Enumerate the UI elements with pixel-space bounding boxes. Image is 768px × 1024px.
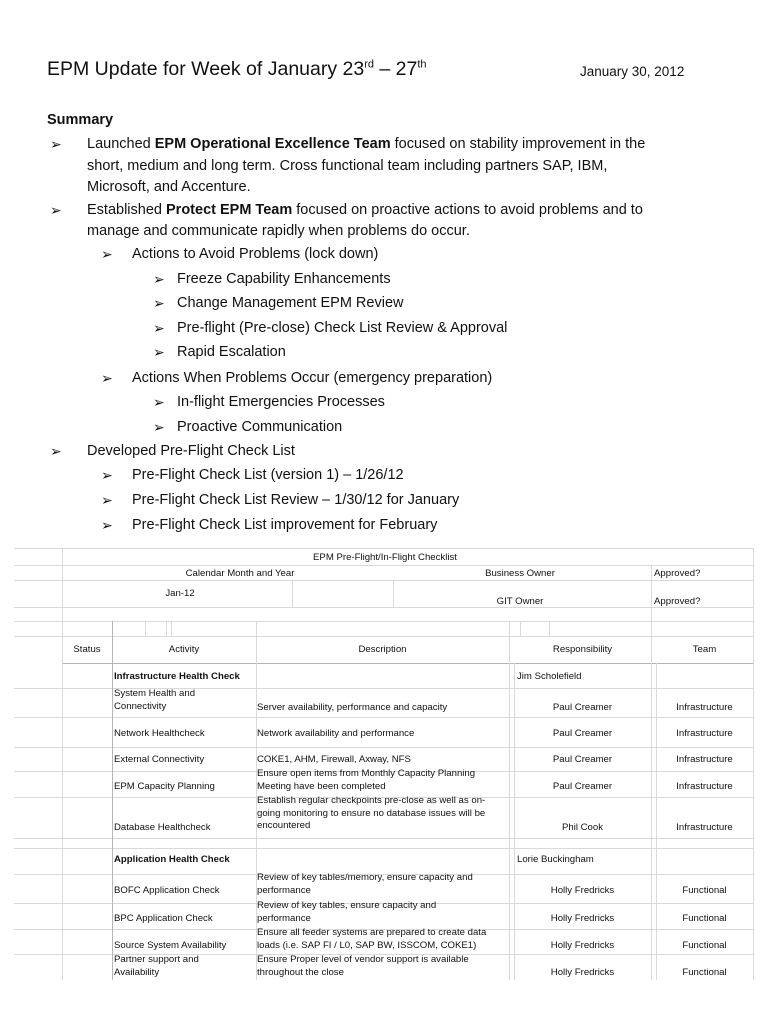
arrow-bullet-icon: ➢ bbox=[153, 295, 165, 311]
arrow-bullet-icon: ➢ bbox=[153, 419, 165, 435]
row-responsibility: Holly Fredricks bbox=[550, 913, 615, 924]
row-description: Review of key tables/memory, ensure capacity and performance bbox=[257, 872, 473, 896]
arrow-bullet-icon: ➢ bbox=[50, 136, 62, 152]
row-team: Infrastructure bbox=[676, 702, 733, 713]
bullet-text: Established bbox=[87, 202, 166, 218]
summary-heading: Summary bbox=[47, 112, 114, 128]
bullet-bold-text: Protect EPM Team bbox=[166, 202, 293, 218]
arrow-bullet-icon: ➢ bbox=[101, 370, 113, 386]
bullet-line: manage and communicate rapidly when problems do occur. bbox=[87, 223, 470, 239]
col-responsibility-header: Responsibility bbox=[552, 644, 613, 655]
bullet-launched bbox=[87, 135, 645, 153]
bullet-bold-text: EPM Operational Excellence Team bbox=[154, 136, 391, 152]
avoid-heading: Actions to Avoid Problems (lock down) bbox=[132, 246, 379, 262]
bullet-text: Launched bbox=[87, 136, 155, 152]
row-activity: BPC Application Check bbox=[114, 913, 213, 924]
arrow-bullet-icon: ➢ bbox=[153, 271, 165, 287]
title-dash: – 27 bbox=[374, 58, 418, 80]
row-description: Ensure open items from Monthly Capacity Planning Meeting have been completed bbox=[257, 768, 476, 792]
title-superscript-th: th bbox=[417, 58, 427, 71]
row-team: Infrastructure bbox=[676, 781, 733, 792]
avoid-item: Change Management EPM Review bbox=[177, 295, 404, 311]
row-activity: BOFC Application Check bbox=[114, 885, 220, 896]
title-text: EPM Update for Week of January 23 bbox=[47, 58, 365, 80]
avoid-item: Freeze Capability Enhancements bbox=[177, 271, 391, 287]
avoid-item: Rapid Escalation bbox=[177, 344, 286, 360]
checklist-item: Pre-Flight Check List Review – 1/30/12 for January bbox=[132, 492, 460, 508]
bullet-established bbox=[87, 201, 643, 219]
col-activity-header: Activity bbox=[168, 644, 200, 655]
row-activity: Partner support and Availability bbox=[114, 954, 199, 978]
title-superscript-rd: rd bbox=[364, 58, 374, 71]
row-description: Establish regular checkpoints pre-close as well as on-going monitoring to ensure no database issues will be encountered bbox=[257, 795, 486, 831]
row-responsibility: Paul Creamer bbox=[552, 702, 613, 713]
row-team: Infrastructure bbox=[676, 728, 733, 739]
col-description-header: Description bbox=[358, 644, 407, 655]
row-team: Infrastructure bbox=[676, 822, 733, 833]
avoid-item: Pre-flight (Pre-close) Check List Review & Approval bbox=[177, 320, 508, 336]
row-responsibility: Holly Fredricks bbox=[550, 940, 615, 951]
arrow-bullet-icon: ➢ bbox=[153, 394, 165, 410]
arrow-bullet-icon: ➢ bbox=[101, 492, 113, 508]
row-team: Functional bbox=[682, 940, 727, 951]
checklist-title: EPM Pre-Flight/In-Flight Checklist bbox=[313, 552, 457, 563]
section-infrastructure: Infrastructure Health Check bbox=[114, 671, 240, 682]
occur-item: Proactive Communication bbox=[177, 419, 343, 435]
row-responsibility: Paul Creamer bbox=[552, 781, 613, 792]
calendar-value: Jan-12 bbox=[165, 588, 195, 599]
occur-item: In-flight Emergencies Processes bbox=[177, 394, 385, 410]
row-activity: System Health and Connectivity bbox=[114, 688, 196, 712]
bullet-line: short, medium and long term. Cross functional team including partners SAP, IBM, bbox=[87, 158, 608, 174]
calendar-label: Calendar Month and Year bbox=[185, 568, 295, 579]
row-responsibility: Paul Creamer bbox=[552, 728, 613, 739]
bullet-text: focused on proactive actions to avoid problems and to bbox=[292, 202, 643, 218]
row-description: Ensure Proper level of vendor support is available throughout the close bbox=[257, 954, 469, 978]
preflight-checklist-table bbox=[0, 548, 768, 980]
occur-heading: Actions When Problems Occur (emergency preparation) bbox=[132, 370, 493, 386]
row-description: Server availability, performance and capacity bbox=[257, 702, 448, 713]
row-description: COKE1, AHM, Firewall, Axway, NFS bbox=[257, 754, 411, 765]
row-responsibility: Holly Fredricks bbox=[550, 885, 615, 896]
row-description: Ensure all feeder systems are prepared to create data loads (i.e. SAP FI / L0, SAP BW, ISSCOM, COKE1) bbox=[257, 927, 487, 951]
bullet-developed: Developed Pre-Flight Check List bbox=[87, 443, 295, 459]
row-team: Functional bbox=[682, 913, 727, 924]
arrow-bullet-icon: ➢ bbox=[50, 202, 62, 218]
document-date: January 30, 2012 bbox=[580, 64, 685, 79]
checklist-item: Pre-Flight Check List improvement for February bbox=[132, 517, 438, 533]
section-application: Application Health Check bbox=[114, 854, 230, 865]
row-responsibility: Phil Cook bbox=[561, 822, 604, 833]
business-owner-label: Business Owner bbox=[485, 568, 555, 579]
section-owner: Lorie Buckingham bbox=[517, 854, 594, 865]
row-description: Review of key tables, ensure capacity and performance bbox=[257, 900, 437, 924]
row-responsibility: Holly Fredricks bbox=[550, 967, 615, 978]
arrow-bullet-icon: ➢ bbox=[153, 320, 165, 336]
arrow-bullet-icon: ➢ bbox=[101, 246, 113, 262]
page-bottom-margin bbox=[0, 980, 768, 1024]
git-owner-label: GIT Owner bbox=[496, 596, 544, 607]
row-activity: Database Healthcheck bbox=[114, 822, 211, 833]
col-team-header: Team bbox=[692, 644, 717, 655]
row-description: Network availability and performance bbox=[257, 728, 415, 739]
approved-label: Approved? bbox=[654, 568, 701, 579]
bullet-line: Microsoft, and Accenture. bbox=[87, 179, 251, 195]
row-activity: Source System Availability bbox=[114, 940, 227, 951]
approved-label: Approved? bbox=[654, 596, 701, 607]
row-activity: External Connectivity bbox=[114, 754, 205, 765]
arrow-bullet-icon: ➢ bbox=[50, 443, 62, 459]
row-activity: Network Healthcheck bbox=[114, 728, 205, 739]
row-responsibility: Paul Creamer bbox=[552, 754, 613, 765]
bullet-text: focused on stability improvement in the bbox=[390, 136, 646, 152]
document-title bbox=[47, 58, 427, 81]
arrow-bullet-icon: ➢ bbox=[153, 344, 165, 360]
row-team: Functional bbox=[682, 885, 727, 896]
col-status-header: Status bbox=[73, 644, 101, 655]
checklist-item: Pre-Flight Check List (version 1) – 1/26/12 bbox=[132, 467, 404, 483]
row-activity: EPM Capacity Planning bbox=[114, 781, 215, 792]
arrow-bullet-icon: ➢ bbox=[101, 517, 113, 533]
row-team: Functional bbox=[682, 967, 727, 978]
arrow-bullet-icon: ➢ bbox=[101, 467, 113, 483]
section-owner: Jim Scholefield bbox=[517, 671, 582, 682]
row-team: Infrastructure bbox=[676, 754, 733, 765]
